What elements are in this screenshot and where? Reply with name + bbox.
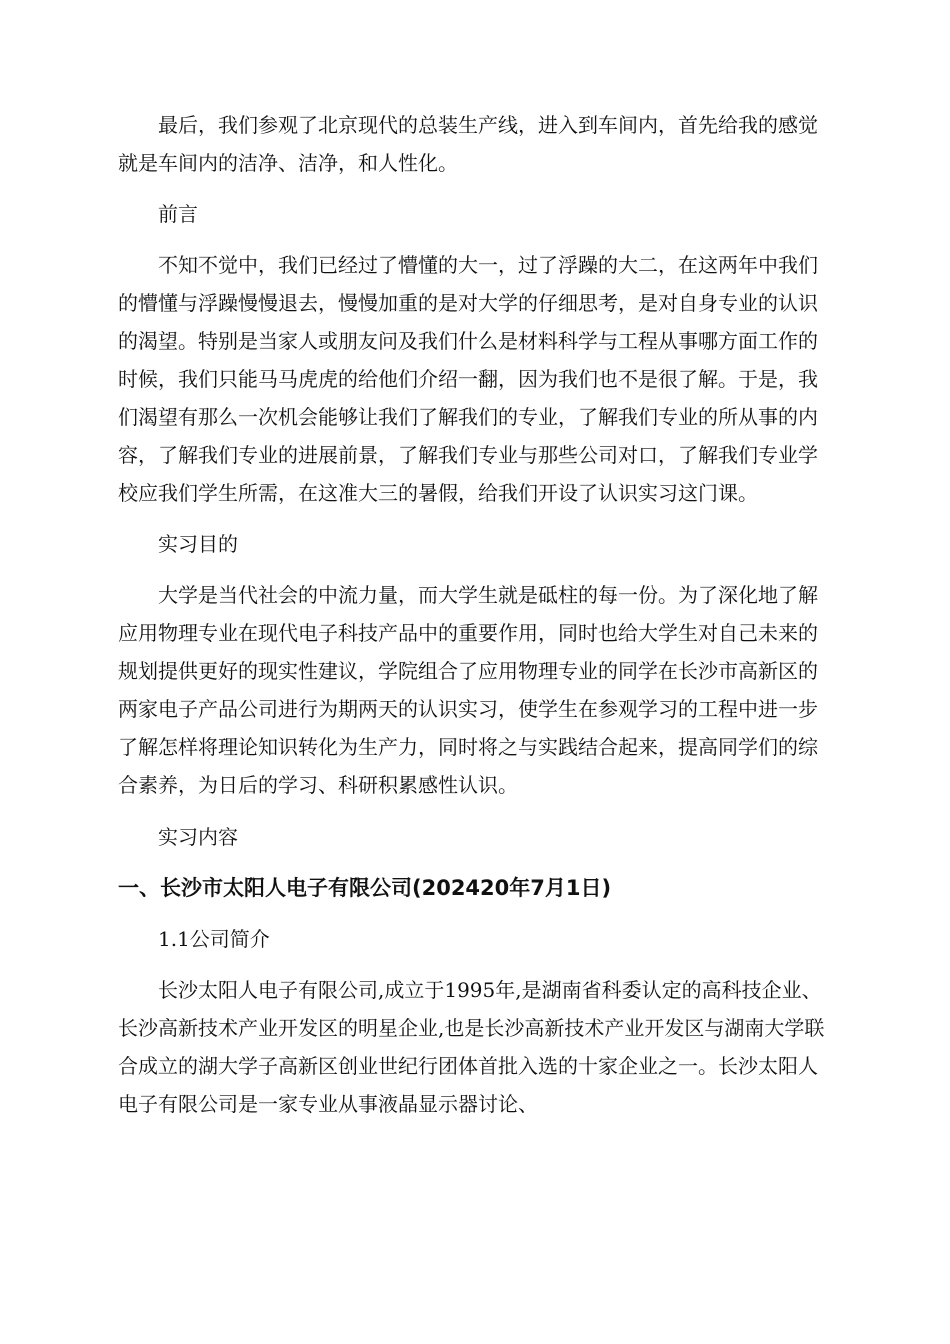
paragraph-company-intro: 长沙太阳人电子有限公司,成立于1995年,是湖南省科委认定的高科技企业、长沙高新技术产业开发区的明星企业,也是长沙高新技术产业开发区与湖南大学联合成立的湖大学子高新区创业世纪行团体首批入选的十家企业之一。长沙太阳人电子有限公司是一家专业从事液晶显示器讨论、: [118, 978, 825, 1116]
paragraph-internship-purpose: 大学是当代社会的中流力量，而大学生就是砥柱的每一份。为了深化地了解应用物理专业在现代电子科技产品中的重要作用，同时也给大学生对自己未来的规划提供更好的现实性建议，学院组合了应用物理专业的同学在长沙市高新区的两家电子产品公司进行为期两天的认识实习，使学生在参观学习的工程中进一步了解怎样将理论知识转化为生产力，同时将之与实践结合起来，提高同学们的综合素养，为日后的学习、科研积累感性认识。: [118, 583, 818, 797]
heading-preface: 前言: [158, 202, 198, 226]
paragraph-assembly-line: 最后，我们参观了北京现代的总装生产线，进入到车间内，首先给我的感觉就是车间内的洁净、洁净，和人性化。: [118, 113, 818, 175]
heading-company-intro: 1.1公司简介: [158, 927, 270, 951]
heading-company-section: 一、长沙市太阳人电子有限公司(202420年7月1日): [118, 876, 612, 900]
heading-internship-content: 实习内容: [158, 825, 238, 849]
heading-internship-purpose: 实习目的: [158, 532, 238, 556]
paragraph-preface: 不知不觉中，我们已经过了懵懂的大一，过了浮躁的大二，在这两年中我们的懵懂与浮躁慢慢退去，慢慢加重的是对大学的仔细思考，是对自身专业的认识的渴望。特别是当家人或朋友问及我们什么是材料科学与工程从事哪方面工作的时候，我们只能马马虎虎的给他们介绍一翻，因为我们也不是很了解。于是，我们渴望有那么一次机会能够让我们了解我们的专业，了解我们专业的所从事的内容，了解我们专业的进展前景，了解我们专业与那些公司对口，了解我们专业学校应我们学生所需，在这准大三的暑假，给我们开设了认识实习这门课。: [118, 253, 818, 505]
